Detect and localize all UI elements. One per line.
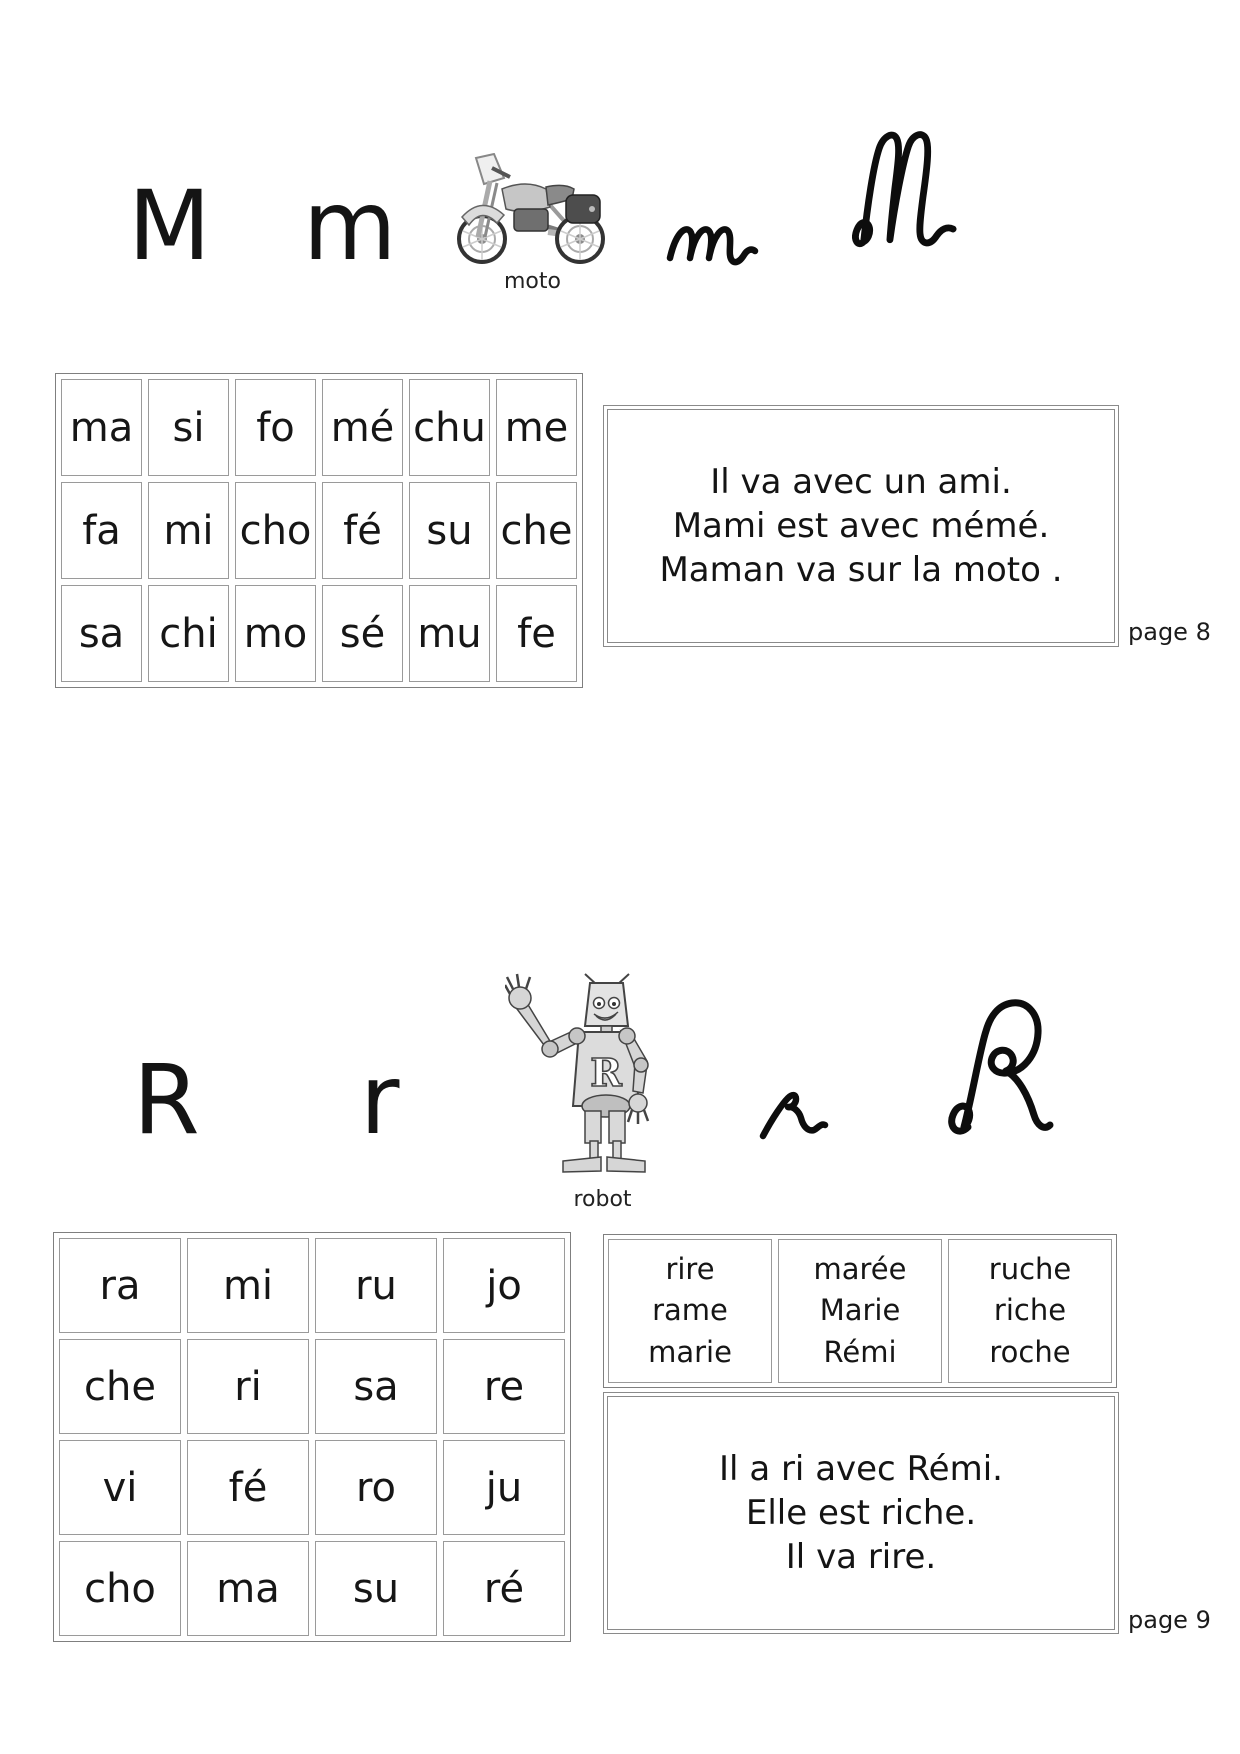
word: riche [993, 1293, 1067, 1328]
syllable-cell: fe [496, 585, 577, 682]
robot-illustration [505, 973, 655, 1173]
word: marée [813, 1252, 907, 1287]
print-uppercase-r: R [133, 1044, 200, 1156]
sentence-line: Il va rire. [785, 1537, 937, 1578]
robot-leg [609, 1111, 625, 1143]
syllable-cell: cho [59, 1541, 181, 1636]
robot-waving-hand [509, 987, 531, 1009]
syllable-cell: me [496, 379, 577, 476]
cursive-lowercase-m [665, 196, 760, 274]
cursive-lowercase-r [755, 1062, 845, 1140]
word: roche [989, 1334, 1071, 1369]
syllable-table-m [55, 373, 583, 688]
syllable-cell: re [443, 1339, 565, 1434]
robot-caption: robot [573, 1187, 632, 1212]
robot-shoulder-joint [619, 1028, 635, 1044]
syllable-cell: ma [187, 1541, 309, 1636]
moto-illustration [450, 153, 615, 265]
robot-shoulder-joint [569, 1028, 585, 1044]
syllable-cell: cho [235, 482, 316, 579]
page-9-label: page 9 [1128, 1606, 1211, 1634]
syllable-cell: sa [315, 1339, 437, 1434]
syllable-cell: vi [59, 1440, 181, 1535]
robot-figure [505, 973, 700, 1212]
word: rire [665, 1252, 715, 1287]
syllable-cell: ri [187, 1339, 309, 1434]
word-boxes [603, 1234, 1117, 1388]
syllable-cell: mu [409, 585, 490, 682]
syllable-cell: mo [235, 585, 316, 682]
sentence-line: Mami est avec mémé. [672, 505, 1050, 546]
syllable-cell: ré [443, 1541, 565, 1636]
syllable-cell: su [315, 1541, 437, 1636]
sentence-line: Il a ri avec Rémi. [719, 1448, 1003, 1489]
syllable-cell: ma [61, 379, 142, 476]
word: ruche [988, 1252, 1072, 1287]
cursive-uppercase-m [852, 126, 957, 264]
syllable-table-r [53, 1232, 571, 1642]
robot-elbow-joint [542, 1041, 558, 1057]
word: rame [652, 1293, 728, 1328]
syllable-cell: fé [322, 482, 403, 579]
syllable-cell: sa [61, 585, 142, 682]
page-8-label: page 8 [1128, 618, 1211, 646]
sentence-line: Maman va sur la moto . [659, 550, 1063, 591]
sentence-box-r [603, 1392, 1119, 1634]
sentence-line: Elle est riche. [745, 1492, 977, 1533]
syllable-cell: fé [187, 1440, 309, 1535]
syllable-cell: che [496, 482, 577, 579]
fuel-tank [502, 184, 550, 212]
robot-chest-letter: R [590, 1050, 622, 1095]
moto-caption: moto [504, 269, 561, 294]
sentence-box-m [603, 405, 1119, 647]
sentence-line: Il va avec un ami. [710, 461, 1012, 502]
windscreen [476, 154, 504, 184]
syllable-cell: mé [322, 379, 403, 476]
word-box [948, 1239, 1112, 1383]
syllable-cell: ju [443, 1440, 565, 1535]
word: Rémi [823, 1334, 897, 1369]
robot-elbow-joint [634, 1058, 648, 1072]
syllable-cell: fo [235, 379, 316, 476]
syllable-cell: che [59, 1339, 181, 1434]
robot-right-hand [629, 1094, 647, 1112]
syllable-cell: mi [148, 482, 229, 579]
moto-figure [450, 153, 615, 294]
word: Marie [819, 1293, 901, 1328]
word-box [608, 1239, 772, 1383]
robot-leg [585, 1111, 601, 1143]
robot-foot [607, 1157, 645, 1172]
print-lowercase-m: m [303, 170, 397, 282]
word-box [778, 1239, 942, 1383]
syllable-cell: chu [409, 379, 490, 476]
robot-foot [563, 1157, 601, 1172]
syllable-cell: fa [61, 482, 142, 579]
syllable-cell: ro [315, 1440, 437, 1535]
syllable-cell: si [148, 379, 229, 476]
print-uppercase-m: M [128, 170, 211, 282]
syllable-cell: ra [59, 1238, 181, 1333]
engine [514, 209, 548, 231]
print-lowercase-r: r [360, 1044, 400, 1156]
cursive-uppercase-r [942, 995, 1054, 1143]
syllable-cell: ru [315, 1238, 437, 1333]
syllable-cell: mi [187, 1238, 309, 1333]
syllable-cell: chi [148, 585, 229, 682]
syllable-cell: su [409, 482, 490, 579]
word: marie [648, 1334, 732, 1369]
syllable-cell: jo [443, 1238, 565, 1333]
syllable-cell: sé [322, 585, 403, 682]
